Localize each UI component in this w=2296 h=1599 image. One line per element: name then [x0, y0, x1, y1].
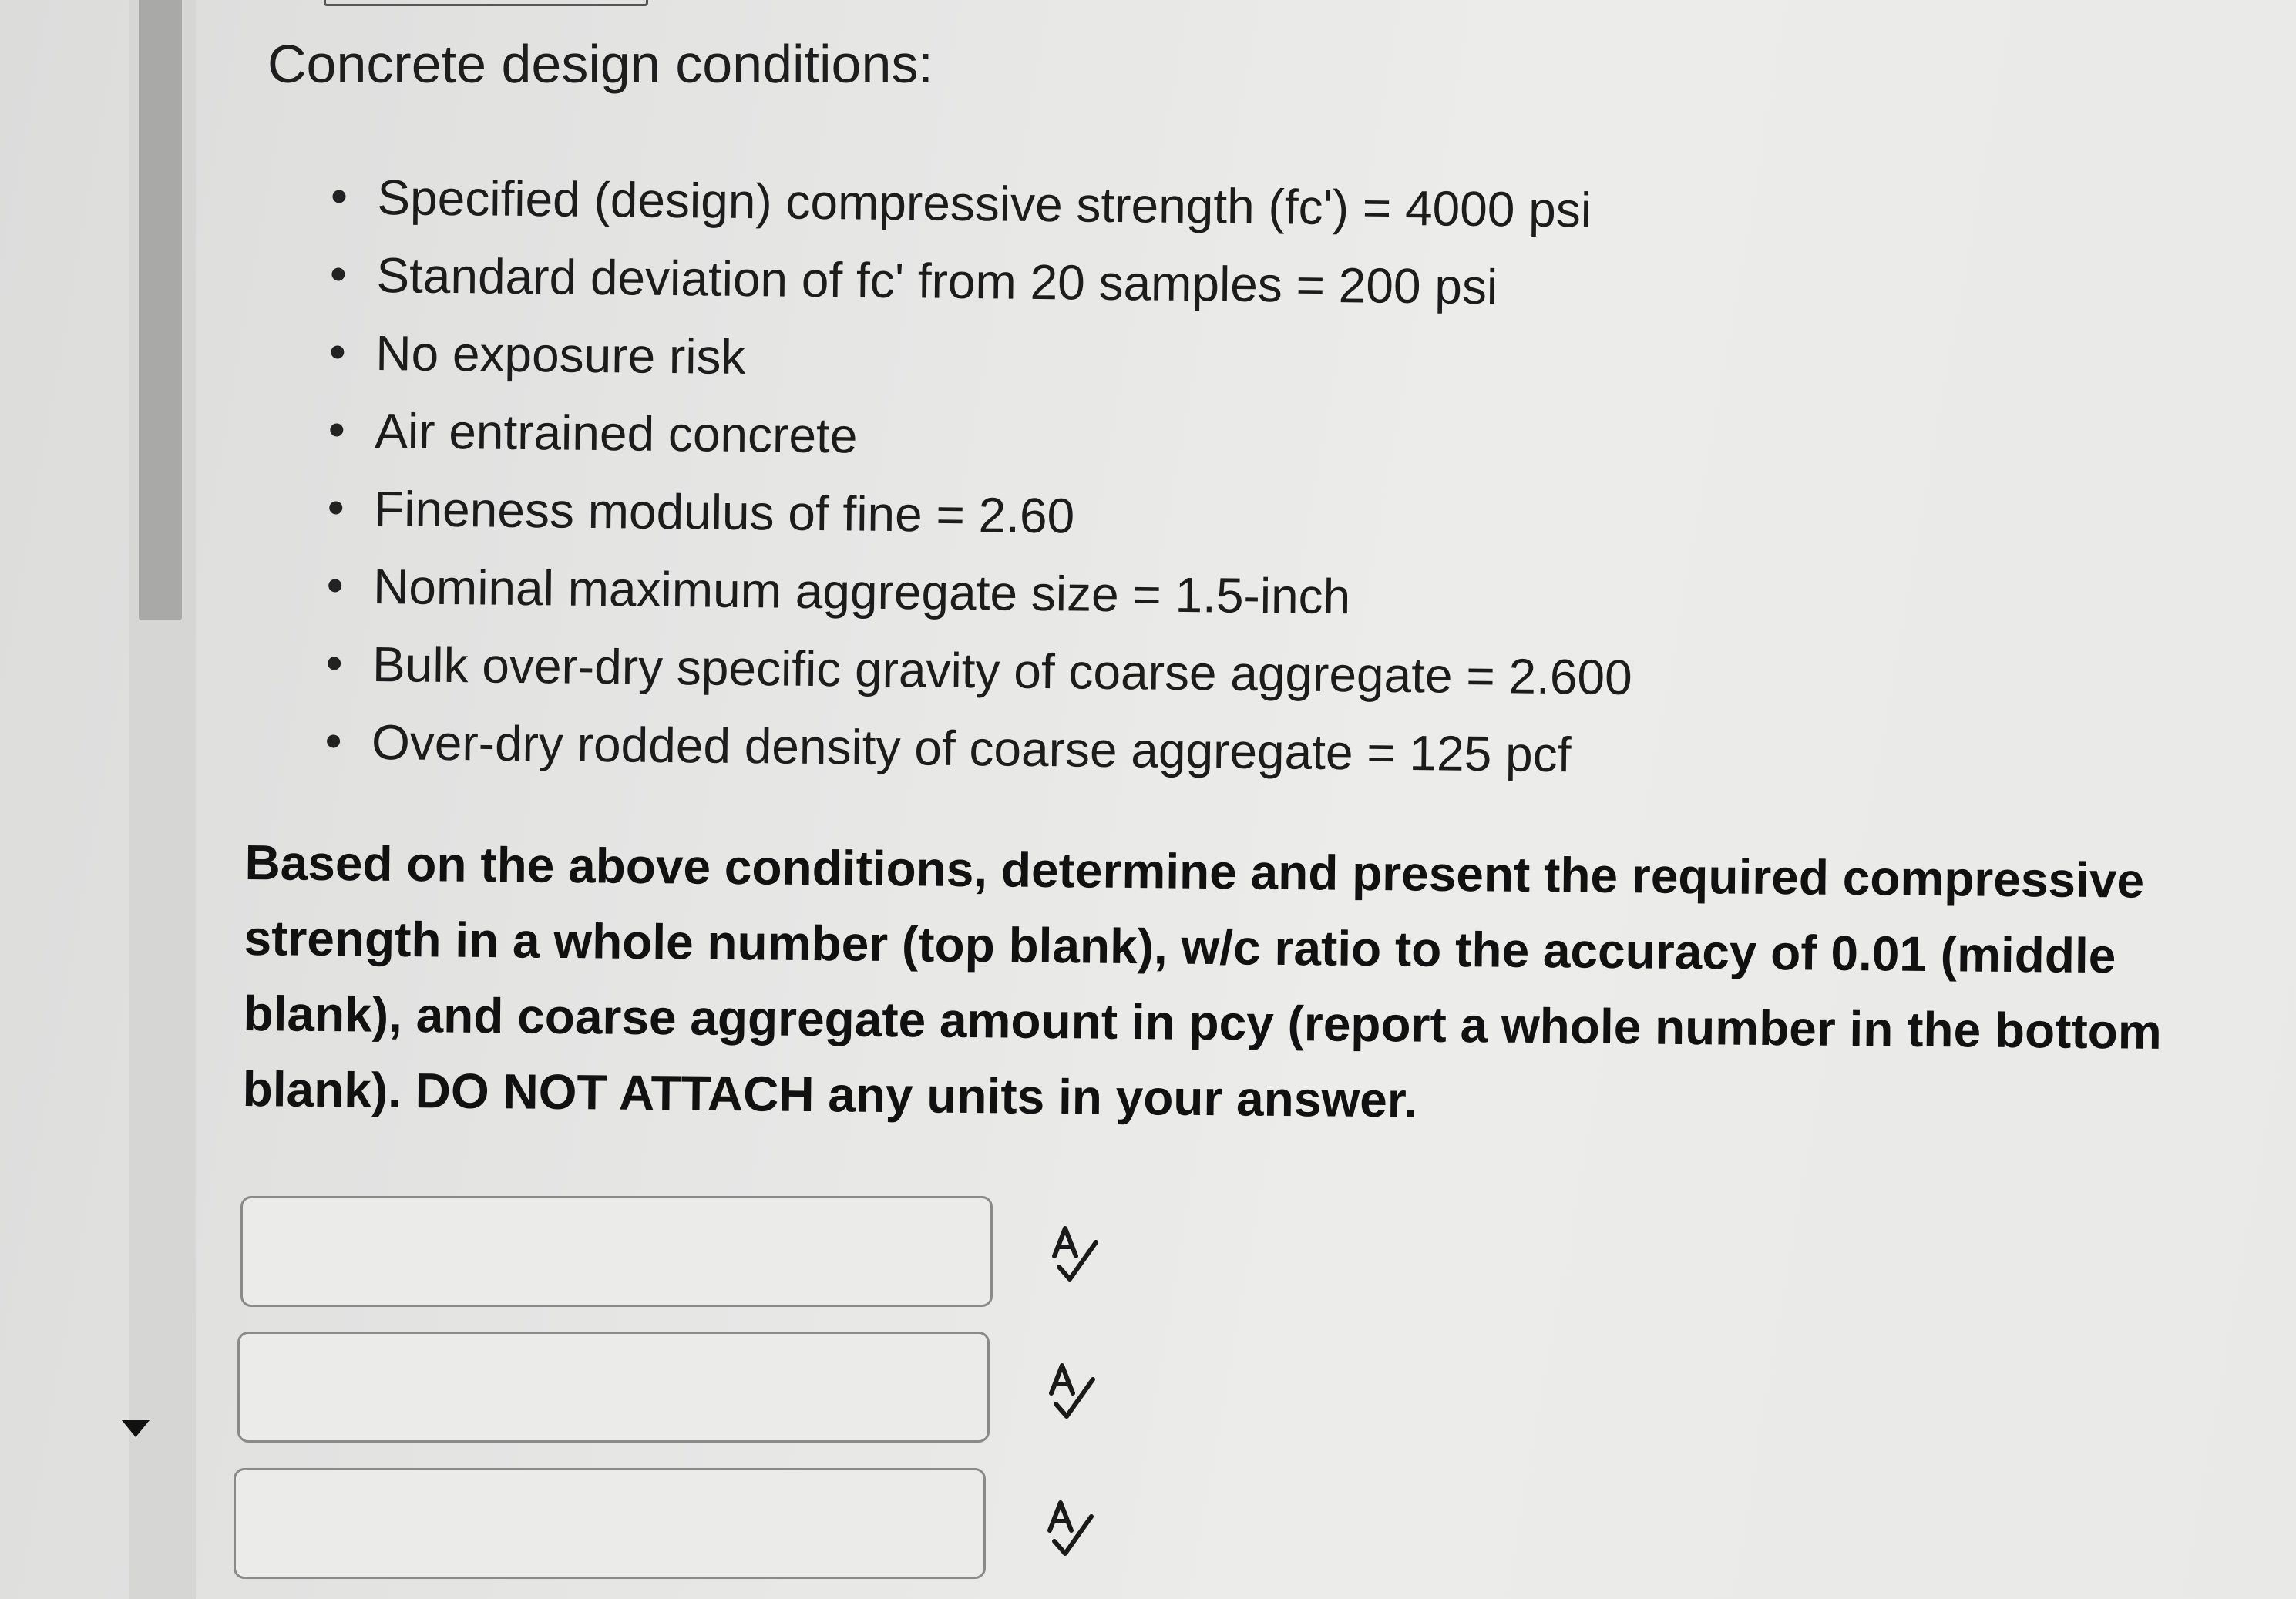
spellcheck-icon[interactable] — [1044, 1498, 1098, 1560]
answer-input-required-strength[interactable] — [240, 1196, 993, 1307]
bullet-icon — [331, 267, 345, 280]
scrollbar-thumb[interactable] — [139, 0, 182, 620]
conditions-list — [371, 159, 1638, 794]
spellcheck-icon-graphic — [1045, 1361, 1099, 1423]
list-item: Standard deviation of fc' from 20 samples = 200 psi — [376, 237, 1637, 328]
list-item: Bulk over-dry specific gravity of coarse aggregate = 2.600 — [372, 626, 1633, 717]
bullet-icon — [331, 345, 344, 358]
spellcheck-icon[interactable] — [1045, 1361, 1099, 1423]
bullet-icon — [327, 734, 340, 747]
section-heading: Concrete design conditions: — [267, 34, 933, 94]
answer-input-coarse-aggregate[interactable] — [234, 1468, 986, 1579]
spellcheck-icon-graphic — [1048, 1224, 1102, 1285]
bullet-icon — [328, 657, 341, 670]
list-item: Fineness modulus of fine = 2.60 — [374, 470, 1635, 561]
bullet-icon — [332, 190, 345, 203]
spellcheck-icon-graphic — [1044, 1498, 1098, 1560]
previous-input-edge — [324, 0, 648, 6]
list-item: No exposure risk — [375, 314, 1636, 405]
list-item: Over-dry rodded density of coarse aggregate = 125 pcf — [371, 704, 1632, 794]
spellcheck-icon[interactable] — [1048, 1224, 1102, 1285]
list-item: Air entrained concrete — [375, 392, 1635, 483]
bullet-icon — [329, 501, 342, 514]
bullet-icon — [330, 423, 343, 436]
list-item: Specified (design) compressive strength (fc') = 4000 psi — [377, 159, 1638, 250]
list-item: Nominal maximum aggregate size = 1.5-inch — [373, 548, 1634, 639]
scroll-down-arrow-icon[interactable] — [122, 1420, 150, 1437]
bullet-icon — [328, 579, 341, 592]
answer-input-wc-ratio[interactable] — [237, 1332, 990, 1443]
question-instructions: Based on the above conditions, determine and present the required compressive strength in a whole number (top blank), w/c ratio to the accuracy of 0.01 (middle blank), and coarse aggregate amount in pcy (report a whole number in the bottom blank). DO NOT ATTACH any units in your answer. — [242, 834, 2163, 1128]
